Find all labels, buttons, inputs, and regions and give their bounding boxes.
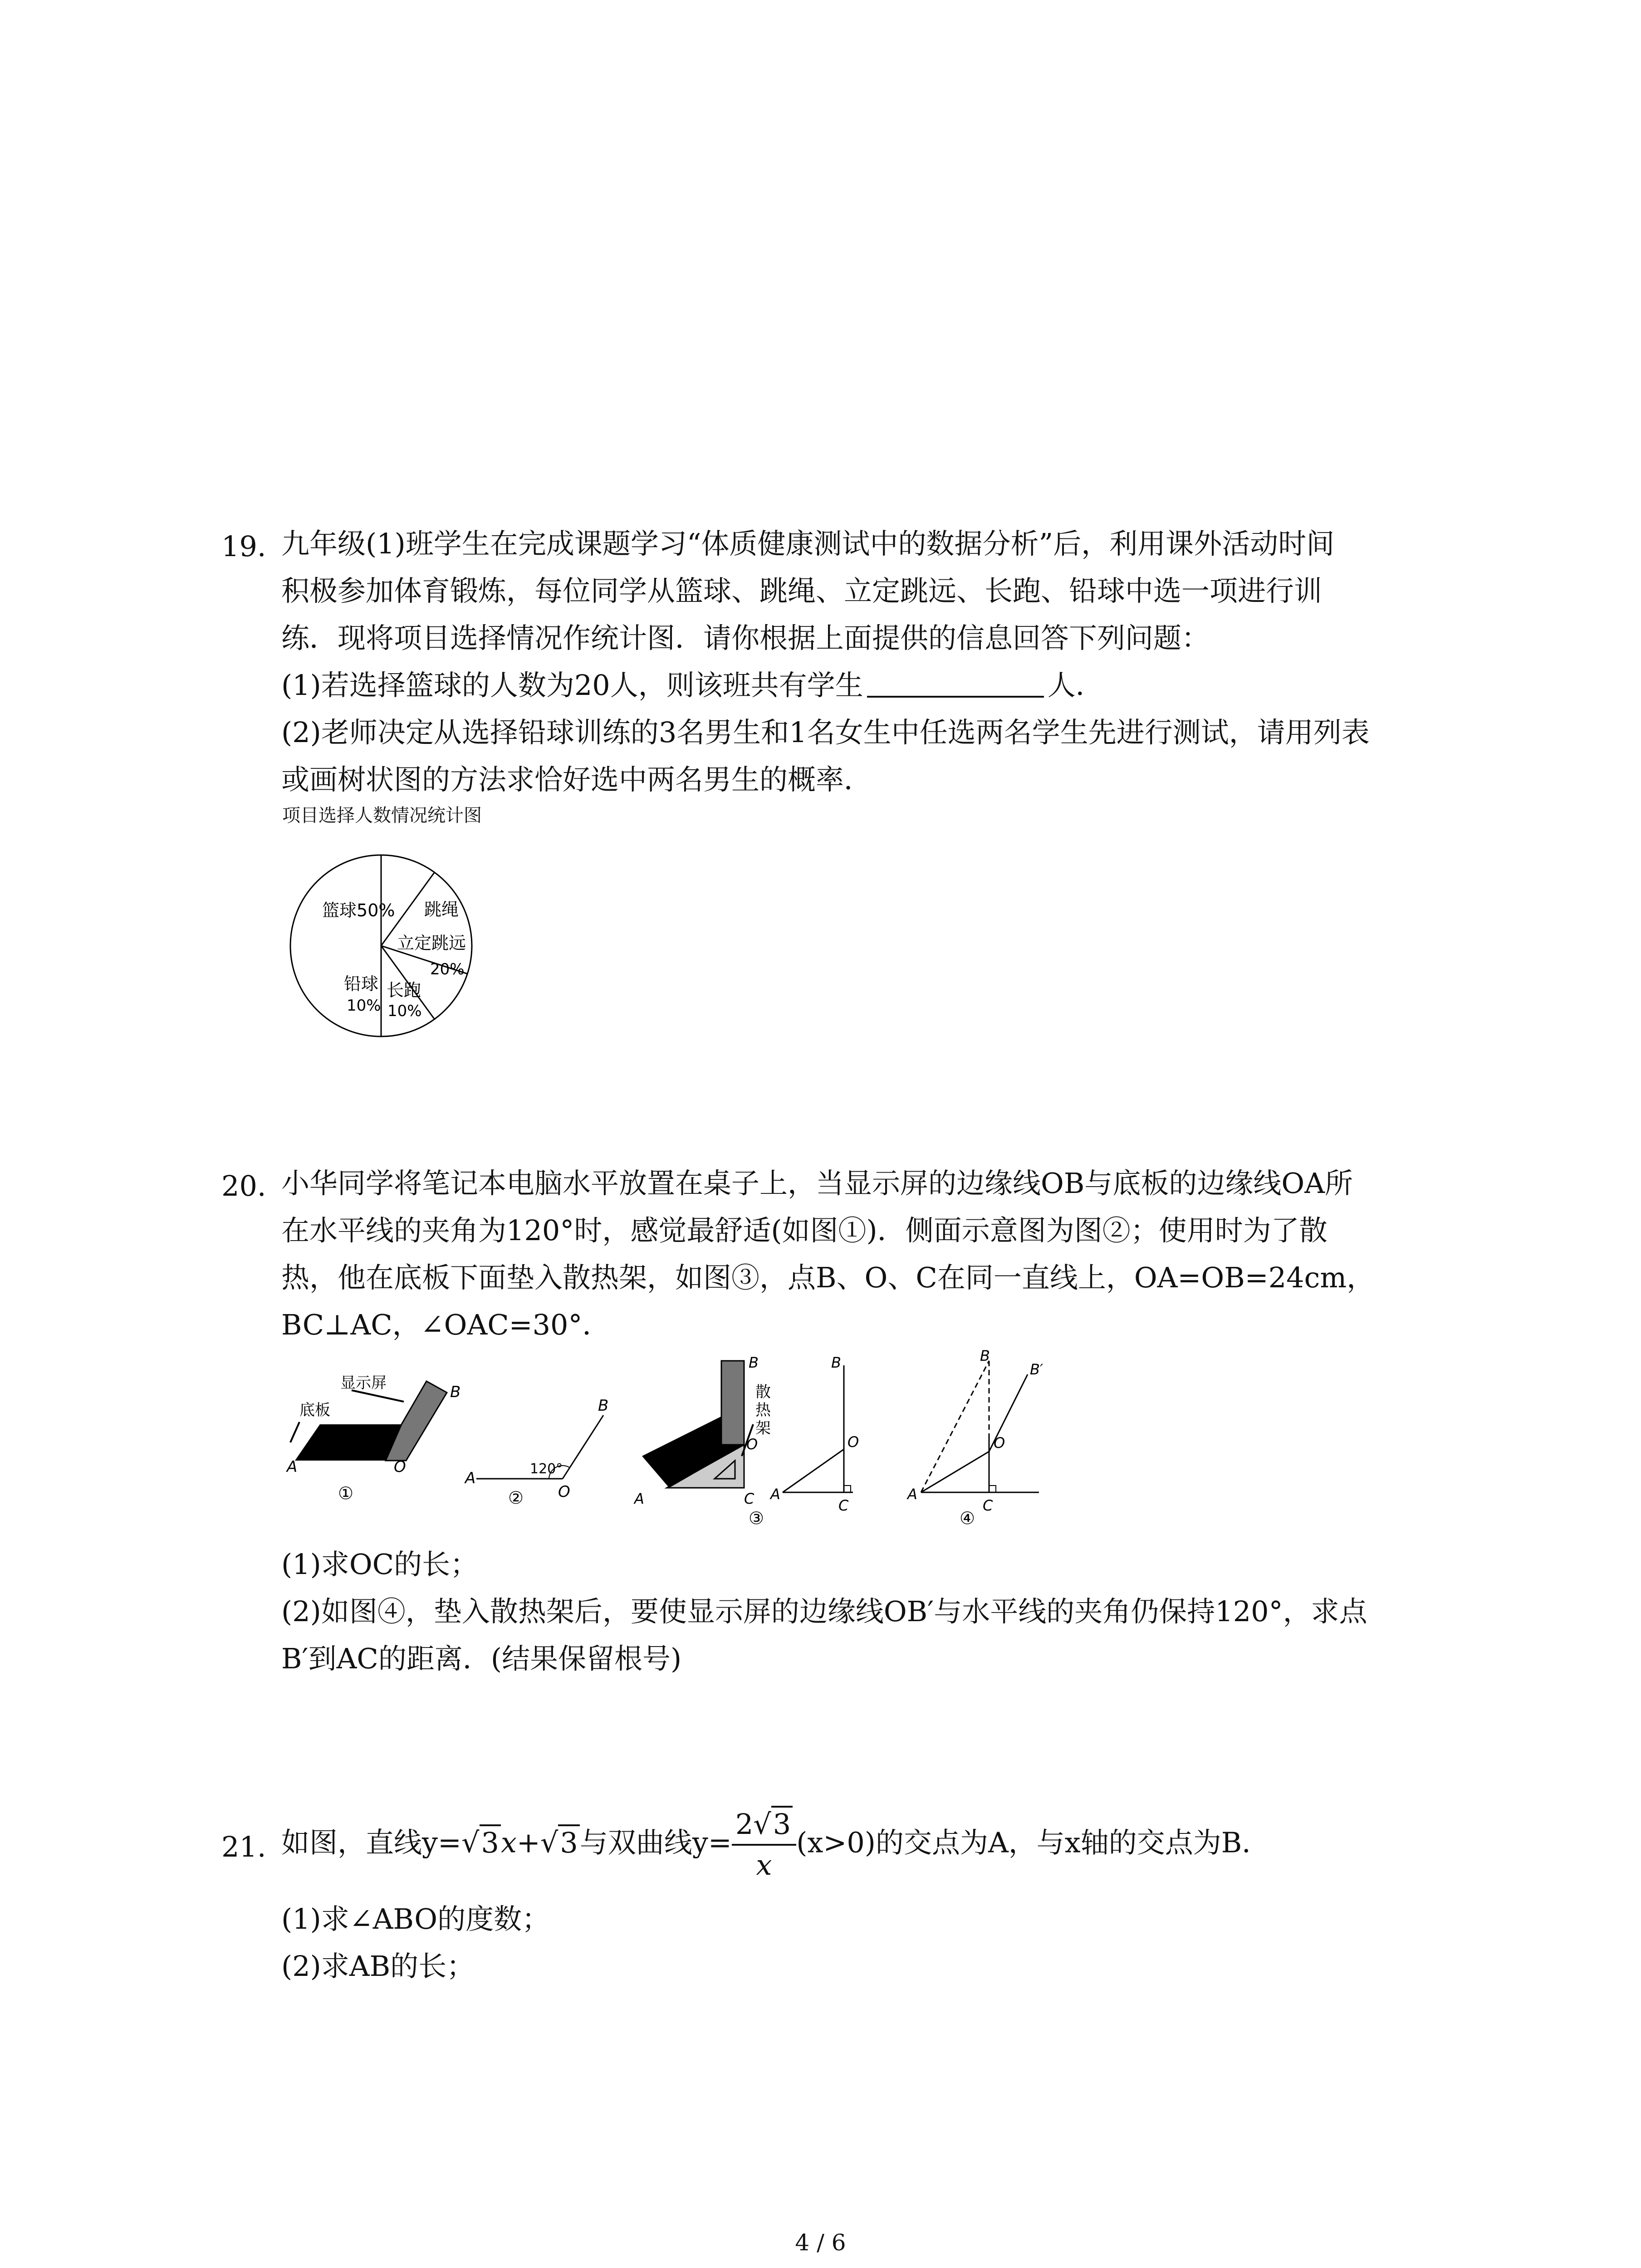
label-O: O bbox=[558, 1483, 570, 1501]
sqrt-sign: √ bbox=[753, 1808, 771, 1841]
label-A: A bbox=[465, 1469, 476, 1487]
figure-number-4: ④ bbox=[960, 1508, 975, 1528]
slice-label-longjump: 立定跳远 bbox=[397, 933, 466, 953]
label-C: C bbox=[838, 1497, 849, 1514]
laptop-base-shape bbox=[295, 1424, 402, 1461]
q21-text-mid: 与双曲线y= bbox=[579, 1826, 732, 1859]
label-B: B bbox=[450, 1383, 461, 1401]
q20-line-2: 在水平线的夹角为120°时，感觉最舒适(如图①)．侧面示意图为图②；使用时为了散 bbox=[281, 1214, 1327, 1247]
label-O: O bbox=[746, 1436, 758, 1453]
q20-line-1: 小华同学将笔记本电脑水平放置在桌子上，当显示屏的边缘线OB与底板的边缘线OA所 bbox=[281, 1167, 1353, 1200]
label-rack-2: 热 bbox=[755, 1401, 771, 1419]
q21-text-x: x+ bbox=[500, 1826, 540, 1859]
label-B: B bbox=[980, 1347, 990, 1364]
q19-number: 19. bbox=[221, 530, 266, 563]
line-OB bbox=[563, 1415, 603, 1479]
label-B: B bbox=[598, 1397, 609, 1415]
label-angle: 120° bbox=[530, 1461, 563, 1477]
figure-number-1: ① bbox=[338, 1483, 354, 1503]
label-A: A bbox=[907, 1486, 917, 1503]
q20-number: 20. bbox=[221, 1169, 266, 1202]
label-base: 底板 bbox=[299, 1401, 330, 1419]
q19-part2-line-2: 或画树状图的方法求恰好选中两名男生的概率． bbox=[281, 763, 872, 796]
figure-number-3: ③ bbox=[749, 1508, 764, 1528]
figure-4-diagram bbox=[906, 1347, 1043, 1528]
label-A: A bbox=[770, 1486, 780, 1503]
q20-line-4: BC⊥AC，∠OAC=30°． bbox=[281, 1308, 611, 1341]
right-angle-mark bbox=[844, 1486, 851, 1492]
slice-label-rope: 跳绳 bbox=[424, 899, 459, 919]
label-rack-1: 散 bbox=[755, 1383, 771, 1401]
q20-part1: (1)求OC的长； bbox=[281, 1548, 479, 1581]
label-rack-3: 架 bbox=[755, 1419, 771, 1437]
figure-2-side-view bbox=[464, 1397, 608, 1508]
figure-3-with-rack bbox=[633, 1354, 771, 1507]
label-screen: 显示屏 bbox=[340, 1374, 387, 1392]
label-O: O bbox=[394, 1458, 406, 1476]
figure-3-diagram bbox=[749, 1354, 859, 1528]
slice-label-basketball: 篮球50% bbox=[322, 900, 395, 920]
q19-line-2: 积极参加体育锻炼，每位同学从篮球、跳绳、立定跳远、长跑、铅球中选一项进行训 bbox=[281, 574, 1323, 607]
page-number: 4 / 6 bbox=[795, 2229, 846, 2256]
line-AO bbox=[783, 1449, 844, 1492]
q21-text-post: (x>0)的交点为A，与x轴的交点为B． bbox=[796, 1826, 1270, 1859]
label-A: A bbox=[287, 1458, 298, 1476]
q21-number: 21. bbox=[221, 1830, 266, 1863]
base-pointer bbox=[290, 1422, 299, 1442]
q21-part1: (1)求∠ABO的度数； bbox=[281, 1902, 550, 1936]
figure-number-2: ② bbox=[508, 1488, 524, 1508]
slice-value-run: 10% bbox=[387, 1002, 422, 1020]
label-O: O bbox=[994, 1434, 1005, 1452]
answer-blank[interactable] bbox=[867, 673, 1044, 698]
chart-title: 项目选择人数情况统计图 bbox=[282, 805, 482, 826]
q19-line-3: 练．现将项目选择情况作统计图．请你根据上面提供的信息回答下列问题： bbox=[281, 621, 1210, 655]
fraction-numerator bbox=[732, 1808, 796, 1846]
q20-line-3: 热，他在底板下面垫入散热架，如图③，点B、O、C在同一直线上，OA=OB=24cm， bbox=[281, 1261, 1375, 1294]
q21-line-1 bbox=[281, 1808, 1270, 1882]
slice-label-shotput: 铅球 bbox=[344, 974, 379, 994]
laptop-screen-shape bbox=[721, 1361, 744, 1445]
pie-chart bbox=[286, 844, 531, 1052]
label-O: O bbox=[847, 1433, 859, 1451]
sqrt-radicand: 3 bbox=[558, 1824, 579, 1859]
slice-value-longjump: 20% bbox=[430, 960, 465, 978]
figure-1-laptop bbox=[286, 1374, 460, 1503]
q19-part1-text: (1)若选择篮球的人数为20人，则该班共有学生 bbox=[281, 669, 863, 702]
q20-part2-line-2: B′到AC的距离．(结果保留根号) bbox=[281, 1642, 682, 1675]
label-Bprime: B′ bbox=[1030, 1361, 1043, 1378]
laptop-screen-shape bbox=[386, 1381, 447, 1461]
slice-value-shotput: 10% bbox=[347, 997, 381, 1015]
label-C: C bbox=[744, 1490, 754, 1507]
sqrt-sign: √ bbox=[461, 1826, 480, 1859]
q21-text-pre: 如图，直线y= bbox=[281, 1826, 461, 1859]
label-B: B bbox=[749, 1354, 759, 1371]
numerator-coefficient: 2 bbox=[735, 1808, 754, 1841]
fraction-denominator: x bbox=[756, 1848, 772, 1882]
label-A: A bbox=[634, 1490, 644, 1507]
sqrt-sign: √ bbox=[540, 1826, 558, 1859]
q19-part1 bbox=[281, 669, 1104, 702]
q20-part2-line-1: (2)如图④，垫入散热架后，要使显示屏的边缘线OB′与水平线的夹角仍保持120°，求点 bbox=[281, 1595, 1367, 1628]
q19-part1-unit: 人． bbox=[1047, 669, 1104, 702]
q19-line-1: 九年级(1)班学生在完成课题学习“体质健康测试中的数据分析”后，利用课外活动时间 bbox=[281, 527, 1335, 560]
q20-figures bbox=[272, 1347, 1089, 1542]
right-angle-mark bbox=[989, 1486, 996, 1492]
sqrt-radicand: 3 bbox=[771, 1806, 793, 1841]
q21-part2: (2)求AB的长； bbox=[281, 1950, 475, 1983]
label-B: B bbox=[831, 1354, 841, 1371]
sqrt-radicand: 3 bbox=[480, 1824, 501, 1859]
q19-part2-line-1: (2)老师决定从选择铅球训练的3名男生和1名女生中任选两名学生先进行测试，请用列表 bbox=[281, 716, 1370, 749]
label-C: C bbox=[983, 1497, 993, 1514]
slice-label-run: 长跑 bbox=[387, 980, 421, 1000]
fraction bbox=[732, 1808, 796, 1882]
